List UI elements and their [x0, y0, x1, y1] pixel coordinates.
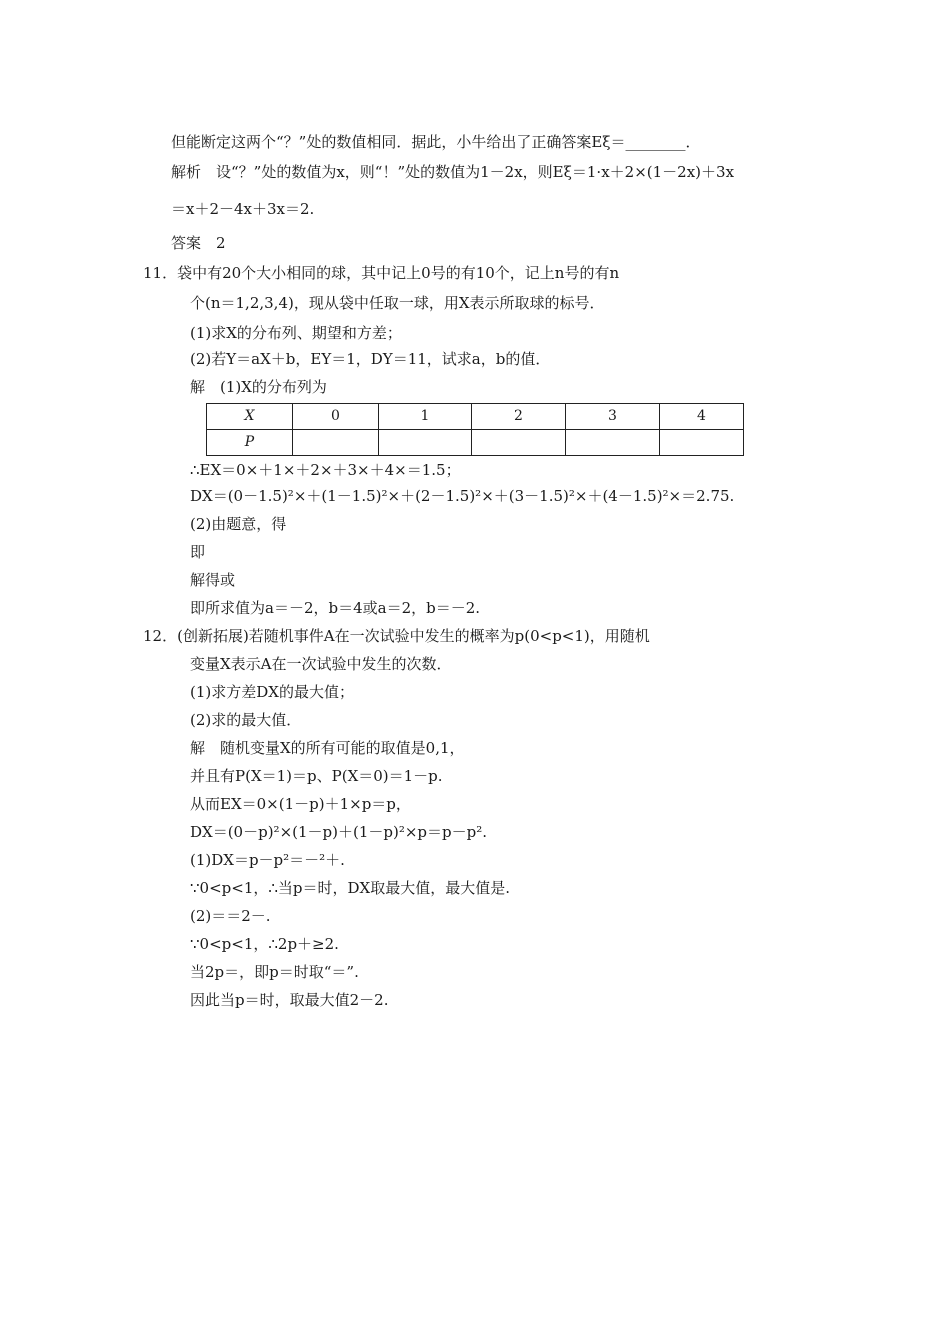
text-line: ∵0<p<1，∴当p＝时，DX取最大值，最大值是.	[190, 879, 510, 897]
text-line: 即所求值为a＝－2，b＝4或a＝2，b＝－2.	[190, 599, 481, 617]
table-cell: 3	[566, 404, 660, 430]
table-cell: 4	[660, 404, 744, 430]
text-line: DX＝(0－1.5)²×＋(1－1.5)²×＋(2－1.5)²×＋(3－1.5)²×＋(4－1.5)²×＝2.75.	[190, 487, 735, 505]
text-line: 从而EX＝0×(1－p)＋1×p＝p，	[190, 795, 411, 813]
text-line: (1)DX＝p－p²＝－²＋.	[190, 851, 345, 869]
text-line: 解 随机变量X的所有可能的取值是0,1，	[190, 739, 465, 757]
table-cell	[566, 430, 660, 456]
text-line: 个(n＝1,2,3,4)，现从袋中任取一球，用X表示所取球的标号．	[190, 294, 605, 312]
text-line: 答案 2	[171, 234, 226, 252]
text-line: ∵0<p<1，∴2p＋≥2.	[190, 935, 339, 953]
text-line: (2)求的最大值．	[190, 711, 302, 729]
text-line: ＝x＋2－4x＋3x＝2.	[171, 200, 315, 218]
table-cell	[293, 430, 379, 456]
table-cell	[379, 430, 472, 456]
text-line: (1)求方差DX的最大值；	[190, 683, 354, 701]
text-line: (2)由题意，得	[190, 515, 287, 533]
text-line: 即	[190, 543, 206, 561]
table-cell: X	[207, 404, 293, 430]
text-line: 当2p＝，即p＝时取“＝”.	[190, 963, 359, 981]
text-line: ∴EX＝0×＋1×＋2×＋3×＋4×＝1.5；	[190, 461, 461, 479]
table-row	[207, 430, 744, 456]
text-line: 解得或	[190, 571, 236, 589]
text-line: 因此当p＝时，取最大值2－2.	[190, 991, 389, 1009]
text-line: 解 (1)X的分布列为	[190, 378, 327, 396]
text-line: (2)若Y＝aX＋b，EY＝1，DY＝11，试求a，b的值．	[190, 350, 551, 368]
problem-11-line: 11．袋中有20个大小相同的球，其中记上0号的有10个，记上n号的有n	[143, 264, 620, 282]
table-cell	[660, 430, 744, 456]
text-line: (2)＝＝2－.	[190, 907, 271, 925]
table-cell: 1	[379, 404, 472, 430]
distribution-table	[206, 403, 744, 456]
table-cell: 0	[293, 404, 379, 430]
text-line: 并且有P(X＝1)＝p、P(X＝0)＝1－p.	[190, 767, 443, 785]
text-line: 但能断定这两个“？”处的数值相同．据此，小牛给出了正确答案Eξ＝________．	[171, 133, 701, 151]
table-cell	[472, 430, 566, 456]
text-line: 解析 设“？”处的数值为x，则“！”处的数值为1－2x，则Eξ＝1·x＋2×(1－2x)＋3x	[171, 163, 735, 181]
table-cell: 2	[472, 404, 566, 430]
table-cell: P	[207, 430, 293, 456]
text-line: DX＝(0－p)²×(1－p)＋(1－p)²×p＝p－p².	[190, 823, 488, 841]
text-line: (1)求X的分布列、期望和方差；	[190, 324, 402, 342]
problem-12-line: 12．(创新拓展)若随机事件A在一次试验中发生的概率为p(0<p<1)，用随机	[143, 627, 650, 645]
text-line: 变量X表示A在一次试验中发生的次数．	[190, 655, 452, 673]
table-header-row	[207, 404, 744, 430]
